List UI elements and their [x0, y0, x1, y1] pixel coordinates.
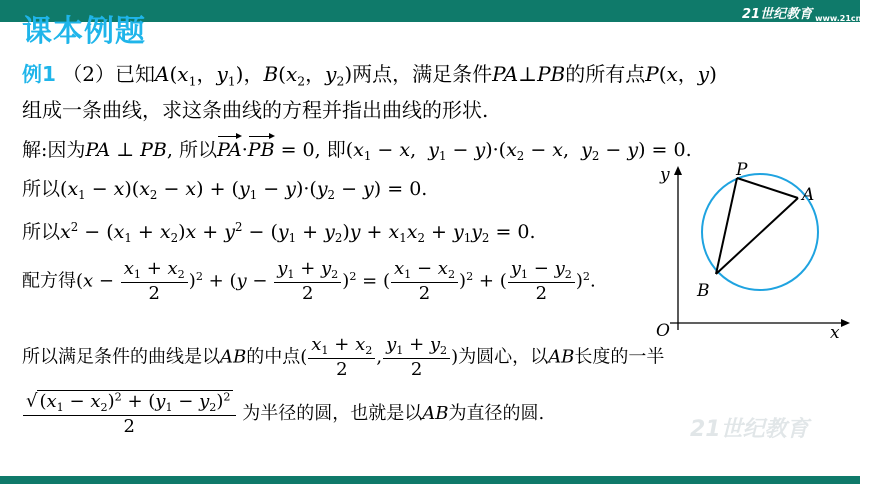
circle-figure: [640, 158, 855, 343]
logo-text: 21世纪教育: [742, 7, 813, 22]
problem-line-1: 例1 （2）已知$A(x_1$，$y_1$)，$B(x_2$，$y_2$)两点，满足条件PA⊥PB的所有点P(x，y): [22, 62, 717, 89]
label-o: O: [656, 321, 670, 341]
label-a: A: [802, 185, 815, 205]
label-y: y: [660, 165, 670, 185]
label-x: x: [830, 323, 840, 343]
solution-line-4: 配方得(x − $\frac{x_1 + x_2}{2}$ )$^2$ + (y − $\frac{y_1 + y_2}{2}$ )$^2$ = ( $\frac{x_1 - x_2}{2}$ )$^2$ + ( $\frac{y_1 - y_2}{2}$ )$^2$.: [22, 258, 596, 304]
example-label: 例1: [22, 62, 56, 86]
label-b: B: [697, 281, 710, 301]
y-axis-arrow: [674, 166, 682, 175]
footer-bar: [0, 476, 860, 484]
segment-ab: [716, 198, 798, 274]
problem-intro: （2）已知: [62, 62, 156, 86]
logo: [742, 3, 890, 23]
solution-line-1: 解:因为PA ⊥ PB, 所以PA·PB = 0, 即($x_1 - x$, $y_1 - y)\cdot(x_2 - x$, $y_2 - y) = 0$.: [22, 139, 692, 164]
solution-line-3: 所以$x^2 - (x_1 + x_2)x + y^2 - (y_1 + y_2)y + x_1x_2 + y_1y_2 = 0$.: [22, 219, 536, 246]
segment-pb: [716, 178, 737, 274]
conclusion-line-1: 所以满足条件的曲线是以AB的中点( $\frac{x_1 + x_2}{2}$ , $\frac{y_1 + y_2}{2}$ )为圆心，以AB长度的一半: [22, 334, 665, 380]
x-axis-arrow: [841, 319, 850, 327]
solution-line-2: 所以$(x_1 - x)(x_2 - x) + (y_1 - y)\cdot(y_2 - y) = 0$.: [22, 178, 428, 203]
section-title: 课本例题: [22, 14, 146, 49]
solution-intro: 解:因为: [22, 139, 86, 161]
problem-mid-2: 的所有点: [565, 62, 646, 86]
problem-mid-1: 两点，满足条件: [352, 62, 493, 86]
watermark: 21世纪教育: [690, 417, 809, 442]
label-p: P: [736, 160, 748, 180]
logo-url: www.21cnjy.com: [815, 13, 890, 23]
radius-line: $\frac{√ (x_1 - x_2)^2 + (y_1 - y_2)^2}{2}$ 为半径的圆，也就是以AB为直径的圆.: [22, 390, 544, 438]
problem-line-2: 组成一条曲线，求这条曲线的方程并指出曲线的形状.: [22, 98, 489, 122]
